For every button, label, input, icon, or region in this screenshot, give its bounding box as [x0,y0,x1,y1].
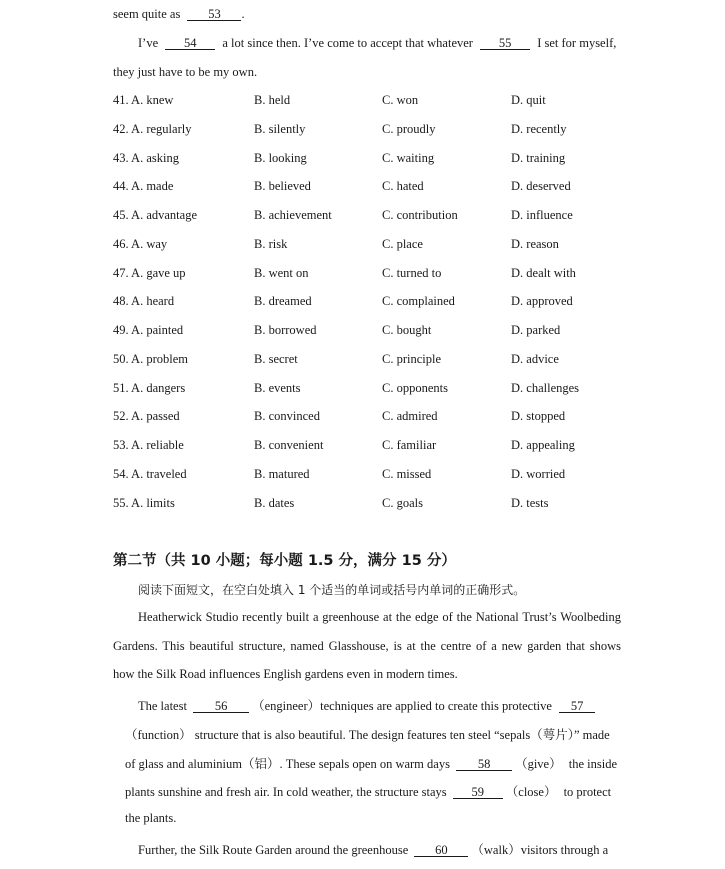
option-c: C. admired [382,409,438,423]
option-a: 55. A. limits [113,496,175,510]
option-d: D. advice [511,352,559,366]
option-a: 49. A. painted [113,323,184,337]
question-row [113,409,633,425]
option-c: C. bought [382,323,432,337]
option-c: C. contribution [382,208,458,222]
option-a: 53. A. reliable [113,438,184,452]
option-b: B. looking [254,151,307,165]
question-row [113,151,633,167]
question-row [113,467,633,483]
option-b: B. convenient [254,438,324,452]
option-a: 46. A. way [113,237,168,251]
question-row [113,237,633,253]
blank-60: 60 [414,844,468,857]
option-c: C. waiting [382,151,435,165]
option-b: B. dreamed [254,294,312,308]
option-d: D. training [511,151,566,165]
option-d: D. stopped [511,409,566,423]
passage-line: how the Silk Road influences English gardens even in modern times. [113,667,458,681]
question-row [113,179,633,195]
option-a: 50. A. problem [113,352,188,366]
option-c: C. missed [382,467,432,481]
option-b: B. convinced [254,409,320,423]
option-a: 42. A. regularly [113,122,192,136]
option-c: C. turned to [382,266,442,280]
blank-57: 57 [559,700,595,713]
option-d: D. worried [511,467,566,481]
passage-line: I’ve 54 a lot since then. I’ve come to accept that whatever 55 I set for myself, [138,36,617,50]
question-row [113,381,633,397]
option-a: 44. A. made [113,179,174,193]
option-d: D. tests [511,496,549,510]
option-d: D. influence [511,208,573,222]
blank-53: 53 [187,8,241,21]
question-row [113,352,633,368]
option-a: 48. A. heard [113,294,175,308]
option-c: C. familiar [382,438,437,452]
option-d: D. challenges [511,381,580,395]
option-b: B. achievement [254,208,332,222]
option-a: 45. A. advantage [113,208,198,222]
option-a: 43. A. asking [113,151,179,165]
option-c: C. complained [382,294,455,308]
option-d: D. dealt with [511,266,576,280]
option-a: 47. A. gave up [113,266,186,280]
option-c: C. proudly [382,122,436,136]
option-b: B. events [254,381,301,395]
option-b: B. dates [254,496,295,510]
option-c: C. won [382,93,419,107]
blank-56: 56 [193,700,249,713]
option-c: C. goals [382,496,423,510]
question-row [113,208,633,224]
question-row [113,438,633,454]
passage-line: they just have to be my own. [113,65,258,79]
option-b: B. silently [254,122,306,136]
question-row [113,266,633,282]
option-d: D. recently [511,122,567,136]
question-row [113,294,633,310]
option-b: B. borrowed [254,323,317,337]
option-a: 54. A. traveled [113,467,187,481]
question-row [113,122,633,138]
question-row [113,496,633,512]
blank-54: 54 [165,37,215,50]
passage-text: seem quite as [113,7,181,21]
section-heading: 第二节（共 10 小题；每小题 1.5 分，满分 15 分） [113,553,456,569]
section-instruction: 阅读下面短文，在空白处填入 1 个适当的单词或括号内单词的正确形式。 [138,583,526,597]
option-a: 51. A. dangers [113,381,186,395]
passage-line: plants sunshine and fresh air. In cold weather, the structure stays 59 （close） to protect [125,785,612,799]
option-c: C. place [382,237,423,251]
option-d: D. reason [511,237,559,251]
question-row [113,93,633,109]
option-b: B. secret [254,352,298,366]
blank-58: 58 [456,758,512,771]
option-b: B. risk [254,237,288,251]
question-row [113,323,633,339]
passage-line: of glass and aluminium（铝）. These sepals open on warm days 58 （give） the inside [125,757,617,771]
option-b: B. held [254,93,291,107]
passage-line: The latest 56 （engineer）techniques are applied to create this protective 57 [138,696,595,714]
option-d: D. approved [511,294,573,308]
passage-line: the plants. [125,811,177,825]
option-d: D. deserved [511,179,571,193]
option-a: 52. A. passed [113,409,180,423]
option-d: D. parked [511,323,561,337]
blank-59: 59 [453,786,503,799]
option-b: B. believed [254,179,311,193]
option-b: B. went on [254,266,309,280]
passage-line: seem quite as 53 . [113,7,245,21]
passage-line: Further, the Silk Route Garden around the greenhouse 60 （walk）visitors through a [138,843,609,857]
option-b: B. matured [254,467,310,481]
option-c: C. principle [382,352,442,366]
option-a: 41. A. knew [113,93,174,107]
option-d: D. quit [511,93,546,107]
blank-55: 55 [480,37,530,50]
passage-line: Gardens. This beautiful structure, named Glasshouse, is at the centre of a new garden that shows [113,639,621,653]
option-c: C. hated [382,179,424,193]
option-c: C. opponents [382,381,448,395]
passage-line: （function） structure that is also beautiful. The design features ten steel “sepals（萼片）” made [125,728,610,742]
passage-line: Heatherwick Studio recently built a greenhouse at the edge of the National Trust’s Woolbeding [138,610,621,624]
option-d: D. appealing [511,438,575,452]
